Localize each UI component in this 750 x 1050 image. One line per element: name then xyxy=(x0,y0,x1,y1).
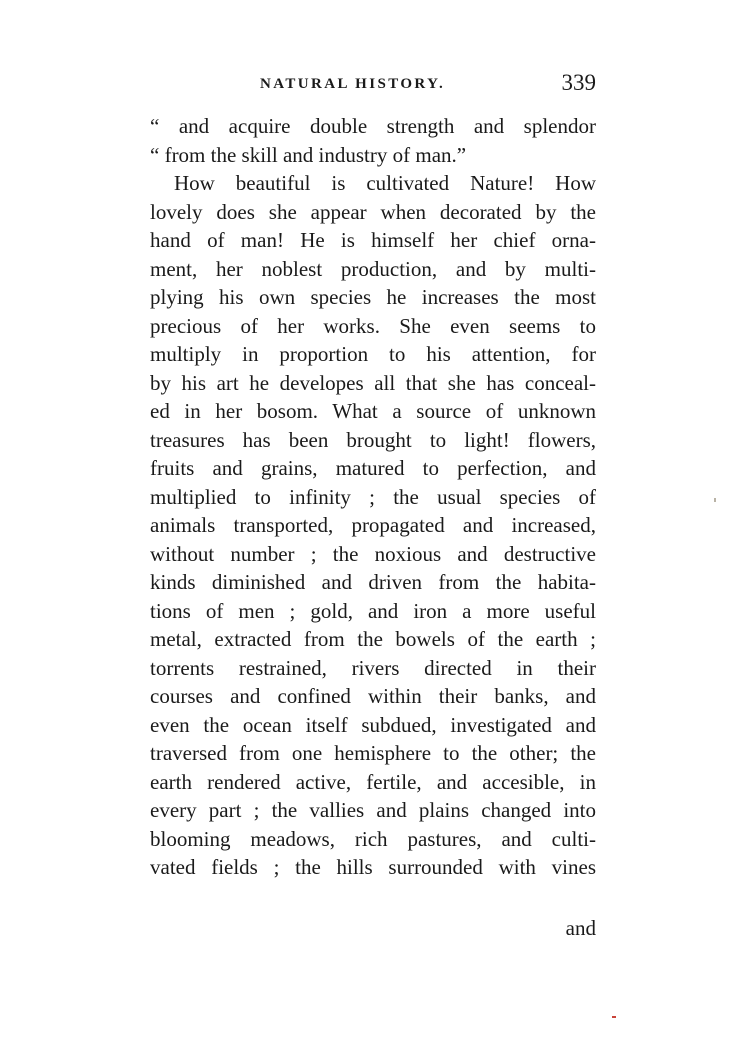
text-line: precious of her works. She even seems to xyxy=(150,313,596,338)
text-line: ed in her bosom. What a source of unknown xyxy=(150,399,596,423)
text-line: by his art he developes all that she has conceal- xyxy=(150,370,596,395)
text-line: every part ; the vallies and plains changed into xyxy=(150,798,596,822)
text-line: torrents restrained, rivers directed in their xyxy=(150,655,596,680)
text-line: traversed from one hemisphere to the other; the xyxy=(150,741,596,765)
text-line: courses and confined within their banks, and xyxy=(150,684,596,708)
text-line: “ and acquire double strength and splendor xyxy=(150,114,596,138)
text-line: lovely does she appear when decorated by the xyxy=(150,199,596,224)
catchword: and xyxy=(565,916,596,940)
text-line: fruits and grains, matured to perfection, and xyxy=(150,456,596,480)
ink-speck xyxy=(612,1016,616,1018)
text-line: even the ocean itself subdued, investigated and xyxy=(150,712,596,737)
body-text xyxy=(150,112,596,882)
page-header xyxy=(150,72,596,102)
text-line: multiplied to infinity ; the usual species of xyxy=(150,484,596,509)
text-line: multiply in proportion to his attention, for xyxy=(150,342,596,366)
text-line: metal, extracted from the bowels of the earth ; xyxy=(150,627,596,651)
text-line: ment, her noblest production, and by multi- xyxy=(150,256,596,281)
text-line: hand of man! He is himself her chief orna- xyxy=(150,228,596,252)
running-head: NATURAL HISTORY. xyxy=(260,76,446,92)
page-number: 339 xyxy=(561,70,596,95)
text-line: blooming meadows, rich pastures, and culti- xyxy=(150,826,596,851)
ink-speck xyxy=(714,498,716,502)
text-line: “ from the skill and industry of man.” xyxy=(150,142,467,167)
text-line: How beautiful is cultivated Nature! How xyxy=(174,171,596,195)
text-line: kinds diminished and driven from the habita- xyxy=(150,570,596,594)
text-line: animals transported, propagated and increased, xyxy=(150,513,596,537)
text-line: plying his own species he increases the most xyxy=(150,285,596,309)
text-line: without number ; the noxious and destructive xyxy=(150,541,596,566)
text-line: vated fields ; the hills surrounded with vines xyxy=(150,855,596,879)
text-line: tions of men ; gold, and iron a more useful xyxy=(150,598,596,623)
text-line: treasures has been brought to light! flowers, xyxy=(150,427,596,452)
text-line: earth rendered active, fertile, and accesible, in xyxy=(150,769,596,794)
